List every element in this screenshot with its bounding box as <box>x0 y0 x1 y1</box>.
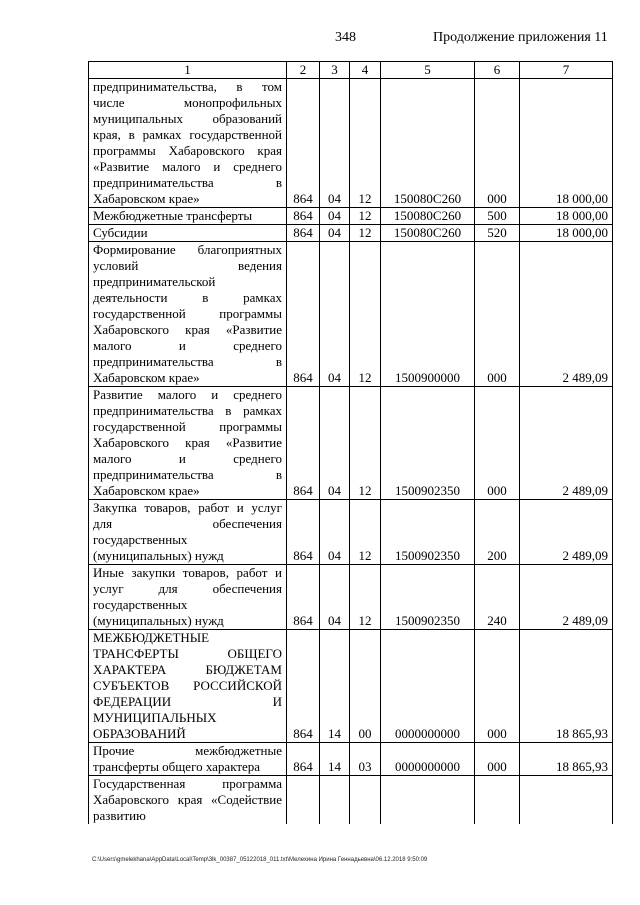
cell-amount: 18 865,93 <box>520 743 613 776</box>
cell-subsection: 12 <box>350 387 381 500</box>
cell-section: 04 <box>320 225 350 242</box>
cell-section: 04 <box>320 208 350 225</box>
table-row <box>89 776 613 825</box>
column-header: 7 <box>520 62 613 79</box>
cell-target-article <box>381 776 475 825</box>
cell-ministry-code: 864 <box>287 630 320 743</box>
cell-amount: 2 489,09 <box>520 500 613 565</box>
cell-ministry-code: 864 <box>287 565 320 630</box>
cell-section: 04 <box>320 242 350 387</box>
cell-name: Формирование благоприятных условий ведения предпринимательской деятельности в рамках государственной программы Хабаровского края «Развитие малого и среднего предпринимательства в Хабаровском крае» <box>89 242 287 387</box>
table-row <box>89 743 613 776</box>
cell-amount: 2 489,09 <box>520 387 613 500</box>
cell-expense-type: 000 <box>475 743 520 776</box>
cell-amount: 18 000,00 <box>520 225 613 242</box>
cell-name: Развитие малого и среднего предпринимательства в рамках государственной программы Хабаровского края «Развитие малого и среднего предпринимательства в Хабаровском крае» <box>89 387 287 500</box>
cell-subsection: 12 <box>350 225 381 242</box>
table-row <box>89 630 613 743</box>
cell-expense-type: 200 <box>475 500 520 565</box>
cell-section: 14 <box>320 630 350 743</box>
cell-subsection: 12 <box>350 500 381 565</box>
cell-expense-type: 000 <box>475 242 520 387</box>
cell-name: предпринимательства, в том числе монопрофильных муниципальных образований края, в рамках государственной программы Хабаровского края «Развитие малого и среднего предпринимательства в Хабаровском крае» <box>89 79 287 208</box>
cell-target-article: 1500902350 <box>381 387 475 500</box>
cell-expense-type: 500 <box>475 208 520 225</box>
column-header: 1 <box>89 62 287 79</box>
cell-name: Межбюджетные трансферты <box>89 208 287 225</box>
continuation-title: Продолжение приложения 11 <box>433 30 608 45</box>
cell-target-article: 0000000000 <box>381 743 475 776</box>
cell-expense-type <box>475 776 520 825</box>
column-header: 5 <box>381 62 475 79</box>
cell-ministry-code: 864 <box>287 500 320 565</box>
cell-target-article: 1500902350 <box>381 565 475 630</box>
page-number: 348 <box>335 30 356 45</box>
cell-section: 04 <box>320 387 350 500</box>
table-row <box>89 79 613 208</box>
table-row <box>89 565 613 630</box>
cell-expense-type: 000 <box>475 79 520 208</box>
cell-target-article: 1500900000 <box>381 242 475 387</box>
cell-subsection: 12 <box>350 208 381 225</box>
cell-ministry-code: 864 <box>287 387 320 500</box>
cell-name: Прочие межбюджетные трансферты общего характера <box>89 743 287 776</box>
column-header: 6 <box>475 62 520 79</box>
cell-ministry-code: 864 <box>287 225 320 242</box>
table-header-row <box>89 62 613 79</box>
footer-file-path: C:\Users\gmelekhana\AppData\Local\Temp\3lk_00387_05122018_011.txt\Мелехина Ирина Геннадьевна\06.12.2018 9:50:09 <box>92 857 428 863</box>
cell-name: Иные закупки товаров, работ и услуг для обеспечения государственных (муниципальных) нужд <box>89 565 287 630</box>
cell-subsection: 12 <box>350 79 381 208</box>
cell-expense-type: 520 <box>475 225 520 242</box>
budget-table <box>88 61 613 824</box>
cell-amount: 18 865,93 <box>520 630 613 743</box>
cell-target-article: 150080C260 <box>381 79 475 208</box>
cell-amount: 2 489,09 <box>520 565 613 630</box>
cell-subsection: 00 <box>350 630 381 743</box>
cell-subsection: 03 <box>350 743 381 776</box>
cell-subsection: 12 <box>350 565 381 630</box>
table-row <box>89 500 613 565</box>
cell-target-article: 0000000000 <box>381 630 475 743</box>
table-row <box>89 387 613 500</box>
cell-amount: 18 000,00 <box>520 79 613 208</box>
cell-ministry-code: 864 <box>287 743 320 776</box>
table-row <box>89 208 613 225</box>
cell-expense-type: 240 <box>475 565 520 630</box>
cell-section: 14 <box>320 743 350 776</box>
cell-target-article: 150080C260 <box>381 225 475 242</box>
cell-target-article: 1500902350 <box>381 500 475 565</box>
column-header: 3 <box>320 62 350 79</box>
cell-subsection <box>350 776 381 825</box>
cell-ministry-code: 864 <box>287 79 320 208</box>
cell-name: МЕЖБЮДЖЕТНЫЕ ТРАНСФЕРТЫ ОБЩЕГО ХАРАКТЕРА БЮДЖЕТАМ СУБЪЕКТОВ РОССИЙСКОЙ ФЕДЕРАЦИИ И МУНИЦИПАЛЬНЫХ ОБРАЗОВАНИЙ <box>89 630 287 743</box>
cell-amount: 2 489,09 <box>520 242 613 387</box>
column-header: 4 <box>350 62 381 79</box>
cell-amount: 18 000,00 <box>520 208 613 225</box>
cell-amount <box>520 776 613 825</box>
cell-expense-type: 000 <box>475 387 520 500</box>
cell-name: Закупка товаров, работ и услуг для обеспечения государственных (муниципальных) нужд <box>89 500 287 565</box>
cell-name: Субсидии <box>89 225 287 242</box>
cell-section <box>320 776 350 825</box>
table-row <box>89 225 613 242</box>
cell-target-article: 150080C260 <box>381 208 475 225</box>
cell-ministry-code: 864 <box>287 242 320 387</box>
column-header: 2 <box>287 62 320 79</box>
cell-section: 04 <box>320 79 350 208</box>
cell-subsection: 12 <box>350 242 381 387</box>
table-row <box>89 242 613 387</box>
cell-section: 04 <box>320 500 350 565</box>
cell-section: 04 <box>320 565 350 630</box>
cell-name: Государственная программа Хабаровского края «Содействие развитию <box>89 776 287 825</box>
cell-expense-type: 000 <box>475 630 520 743</box>
cell-ministry-code: 864 <box>287 208 320 225</box>
cell-ministry-code <box>287 776 320 825</box>
